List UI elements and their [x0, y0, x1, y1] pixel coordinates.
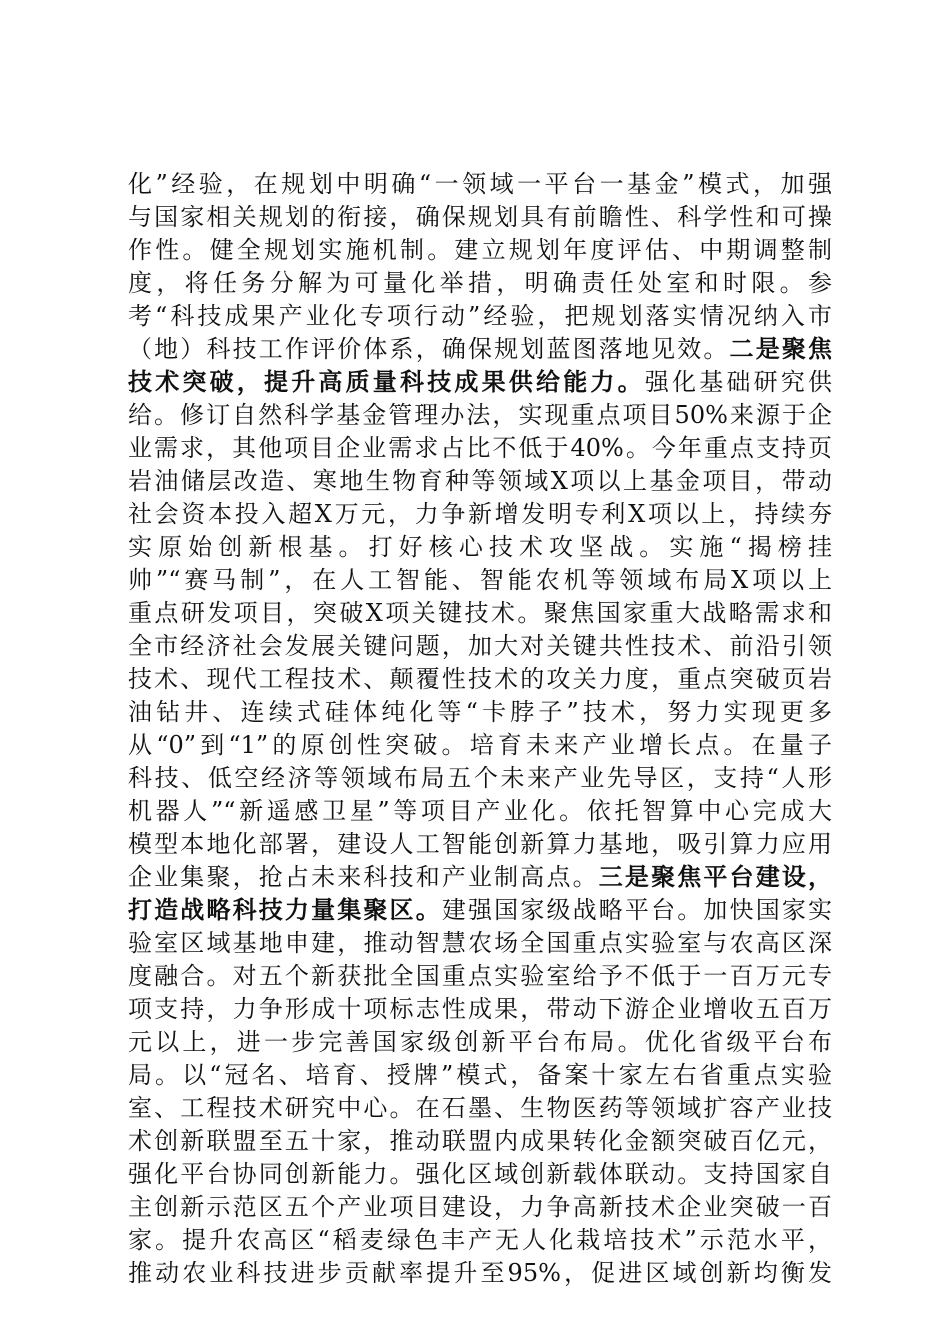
- paragraph-text: 推动农业科技进步贡献率提升至95%，促进区域创新均衡发: [128, 1259, 832, 1287]
- paragraph-text: 元以上，进一步完善国家级创新平台布局。优化省级平台布: [128, 1028, 832, 1056]
- text-line: [128, 663, 832, 696]
- text-line: [128, 927, 832, 960]
- text-line: [128, 498, 832, 531]
- bold-heading-text: 二是聚焦: [729, 335, 832, 363]
- bold-heading-text: 技术突破，提升高质量科技成果供给能力。: [128, 368, 645, 396]
- text-line: [128, 1026, 832, 1059]
- paragraph-text: 度融合。对五个新获批全国重点实验室给予不低于一百万元专: [128, 962, 832, 990]
- text-line: [128, 1257, 832, 1290]
- text-line: [128, 168, 832, 201]
- body-text: [128, 168, 832, 1290]
- text-line: [128, 531, 832, 564]
- paragraph-text: 全市经济社会发展关键问题，加大对关键共性技术、前沿引领: [128, 632, 832, 660]
- paragraph-text: 社会资本投入超X万元，力争新增发明专利X项以上，持续夯: [128, 500, 832, 528]
- paragraph-text: 验室区域基地申建，推动智慧农场全国重点实验室与农高区深: [128, 929, 832, 957]
- text-line: [128, 1224, 832, 1257]
- text-line: [128, 861, 832, 894]
- paragraph-text: 项支持，力争形成十项标志性成果，带动下游企业增收五百万: [128, 995, 832, 1023]
- text-line: [128, 1092, 832, 1125]
- paragraph-text: 企业集聚，抢占未来科技和产业制高点。: [128, 863, 599, 891]
- paragraph-text: 重点研发项目，突破X项关键技术。聚焦国家重大战略需求和: [128, 599, 832, 627]
- paragraph-text: 给。修订自然科学基金管理办法，实现重点项目50%来源于企: [128, 401, 832, 429]
- text-line: [128, 267, 832, 300]
- text-line: [128, 465, 832, 498]
- text-line: [128, 993, 832, 1026]
- paragraph-text: 术创新联盟至五十家，推动联盟内成果转化金额突破百亿元，: [128, 1127, 832, 1155]
- paragraph-text: 业需求，其他项目企业需求占比不低于40%。今年重点支持页: [128, 434, 832, 462]
- text-line: [128, 399, 832, 432]
- paragraph-text: 作性。健全规划实施机制。建立规划年度评估、中期调整制: [128, 236, 832, 264]
- text-line: [128, 1125, 832, 1158]
- text-line: [128, 597, 832, 630]
- text-line: [128, 1158, 832, 1191]
- paragraph-text: 实原始创新根基。打好核心技术攻坚战。实施“揭榜挂: [128, 533, 832, 561]
- bold-heading-text: 打造战略科技力量集聚区。: [128, 896, 442, 924]
- paragraph-text: 与国家相关规划的衔接，确保规划具有前瞻性、科学性和可操: [128, 203, 832, 231]
- text-line: [128, 960, 832, 993]
- paragraph-text: 考“科技成果产业化专项行动”经验，把规划落实情况纳入市: [128, 302, 832, 330]
- paragraph-text: 强化平台协同创新能力。强化区域创新载体联动。支持国家自: [128, 1160, 832, 1188]
- paragraph-text: 科技、低空经济等领域布局五个未来产业先导区，支持“人形: [128, 764, 832, 792]
- paragraph-text: 岩油储层改造、寒地生物育种等领域X项以上基金项目，带动: [128, 467, 832, 495]
- paragraph-text: 模型本地化部署，建设人工智能创新算力基地，吸引算力应用: [128, 830, 832, 858]
- text-line: [128, 894, 832, 927]
- text-line: [128, 432, 832, 465]
- text-line: [128, 630, 832, 663]
- text-line: [128, 1059, 832, 1092]
- text-line: [128, 696, 832, 729]
- text-line: [128, 762, 832, 795]
- paragraph-text: （地）科技工作评价体系，确保规划蓝图落地见效。: [128, 335, 730, 363]
- text-line: [128, 333, 832, 366]
- paragraph-text: 强化基础研究供: [644, 368, 832, 396]
- text-line: [128, 300, 832, 333]
- paragraph-text: 化”经验，在规划中明确“一领域一平台一基金”模式，加强: [128, 170, 832, 198]
- text-line: [128, 1191, 832, 1224]
- text-line: [128, 729, 832, 762]
- paragraph-text: 局。以“冠名、培育、授牌”模式，备案十家左右省重点实验: [128, 1061, 832, 1089]
- paragraph-text: 度，将任务分解为可量化举措，明确责任处室和时限。参: [128, 269, 832, 297]
- paragraph-text: 机器人”“新遥感卫星”等项目产业化。依托智算中心完成大: [128, 797, 832, 825]
- paragraph-text: 油钻井、连续式硅体纯化等“卡脖子”技术，努力实现更多: [128, 698, 832, 726]
- paragraph-text: 家。提升农高区“稻麦绿色丰产无人化栽培技术”示范水平，: [128, 1226, 832, 1254]
- text-line: [128, 828, 832, 861]
- text-line: [128, 564, 832, 597]
- text-line: [128, 795, 832, 828]
- text-line: [128, 201, 832, 234]
- paragraph-text: 帅”“赛马制”，在人工智能、智能农机等领域布局X项以上: [128, 566, 832, 594]
- text-line: [128, 234, 832, 267]
- paragraph-text: 技术、现代工程技术、颠覆性技术的攻关力度，重点突破页岩: [128, 665, 832, 693]
- paragraph-text: 建强国家级战略平台。加快国家实: [441, 896, 832, 924]
- paragraph-text: 主创新示范区五个产业项目建设，力争高新技术企业突破一百: [128, 1193, 832, 1221]
- bold-heading-text: 三是聚焦平台建设，: [598, 863, 832, 891]
- paragraph-text: 从“0”到“1”的原创性突破。培育未来产业增长点。在量子: [128, 731, 832, 759]
- paragraph-text: 室、工程技术研究中心。在石墨、生物医药等领域扩容产业技: [128, 1094, 832, 1122]
- text-line: [128, 366, 832, 399]
